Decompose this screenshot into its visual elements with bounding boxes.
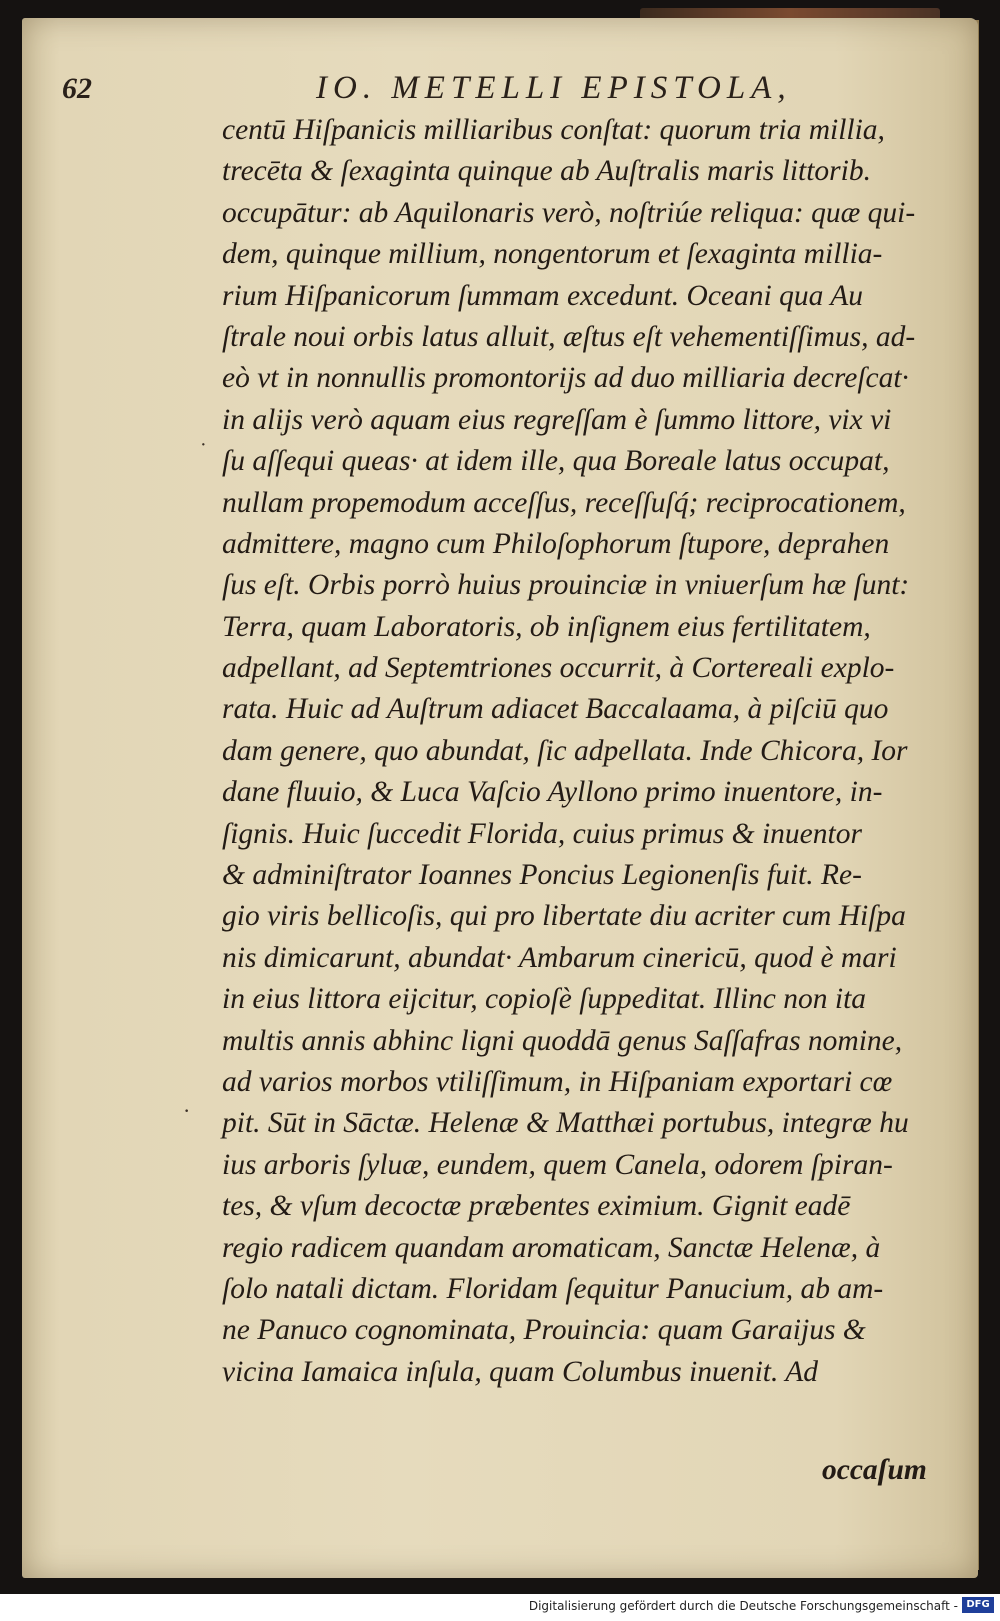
text-line: centū Hiſpanicis milliaribus conſtat: quorum tria millia, bbox=[222, 114, 885, 146]
text-line: & adminiſtrator Ioannes Poncius Legionenſis fuit. Re- bbox=[222, 859, 862, 892]
text-line: admittere, magno cum Philoſophorum ſtupore, deprahen bbox=[222, 527, 890, 560]
text-line: rata. Huic ad Auſtrum adiacet Baccalaama, à piſciū quo bbox=[222, 693, 889, 726]
text-line: ne Panuco cognominata, Prouincia: quam Garaijus & bbox=[222, 1314, 866, 1347]
text-line: ſignis. Huic ſuccedit Florida, cuius primus & inuentor bbox=[222, 817, 862, 850]
text-line: adpellant, ad Septemtriones occurrit, à Cortereali explo- bbox=[222, 652, 895, 685]
footer-bar bbox=[0, 1594, 1000, 1621]
text-line: nullam propemodum acceſſus, receſſuſq́; reciprocationem, bbox=[222, 486, 906, 519]
body-text bbox=[222, 110, 942, 1393]
text-line: vicina Iamaica inſula, quam Columbus inuenit. Ad bbox=[222, 1355, 818, 1388]
text-line: pit. Sūt in Sāctæ. Helenæ & Matthæi portubus, integræ hu bbox=[222, 1107, 909, 1140]
text-line: ſolo natali dictam. Floridam ſequitur Panucium, ab am- bbox=[222, 1272, 884, 1305]
text-line: dam genere, quo abundat, ſic adpellata. Inde Chicora, Ior bbox=[222, 734, 908, 767]
margin-dot-mark: · bbox=[183, 1098, 191, 1123]
text-line: ius arboris ſyluæ, eundem, quem Canela, odorem ſpiran- bbox=[222, 1148, 893, 1181]
catchword: occaſum bbox=[822, 1454, 927, 1486]
text-line: regio radicem quandam aromaticam, Sanctæ Helenæ, à bbox=[222, 1231, 881, 1264]
text-line: multis annis abhinc ligni quoddā genus Saſſafras nomine, bbox=[222, 1024, 903, 1057]
margin-dot-mark: · bbox=[200, 434, 207, 456]
text-line: ſus eſt. Orbis porrò huius prouinciæ in vniuerſum hæ ſunt: bbox=[222, 569, 910, 602]
text-line: trecēta & ſexaginta quinque ab Auſtralis maris littorib. bbox=[222, 155, 871, 188]
dfg-logo-icon: DFG bbox=[962, 1597, 994, 1613]
text-line: dem, quinque millium, nongentorum et ſexaginta millia- bbox=[222, 238, 883, 271]
text-line: ſtrale noui orbis latus alluit, æſtus eſt vehementiſſimus, ad- bbox=[222, 320, 916, 353]
text-line: dane fluuio, & Luca Vaſcio Ayllono primo inuentore, in- bbox=[222, 776, 883, 809]
text-line: in eius littora eijcitur, copioſè ſuppeditat. Illinc non ita bbox=[222, 983, 867, 1016]
text-line: Terra, quam Laboratoris, ob inſignem eius fertilitatem, bbox=[222, 610, 871, 643]
text-line: ad varios morbos vtiliſſimum, in Hiſpaniam exportari cœ bbox=[222, 1065, 893, 1098]
text-line: eò vt in nonnullis promontorijs ad duo milliaria decreſcat· bbox=[222, 362, 909, 395]
text-line: tes, & vſum decoctæ præbentes eximium. Gignit eadē bbox=[222, 1190, 851, 1223]
text-line: occupātur: ab Aquilonaris verò, noſtriúe reliqua: quæ qui- bbox=[222, 196, 916, 229]
text-line: gio viris bellicoſis, qui pro libertate diu acriter cum Hiſpa bbox=[222, 900, 906, 933]
page-number: 62 bbox=[62, 72, 92, 105]
running-head: IO. METELLI EPISTOLA, bbox=[316, 70, 792, 106]
funding-notice: Digitalisierung gefördert durch die Deutsche Forschungsgemeinschaft - bbox=[528, 1599, 958, 1613]
text-line: rium Hiſpanicorum ſummam excedunt. Oceani qua Au bbox=[222, 279, 863, 312]
text-line: ſu aſſequi queas· at idem ille, qua Boreale latus occupat, bbox=[222, 445, 890, 478]
text-line: in alijs verò aquam eius regreſſam è ſummo littore, vix vi bbox=[222, 403, 892, 436]
text-line: nis dimicarunt, abundat· Ambarum cinericū, quod è mari bbox=[222, 941, 897, 974]
